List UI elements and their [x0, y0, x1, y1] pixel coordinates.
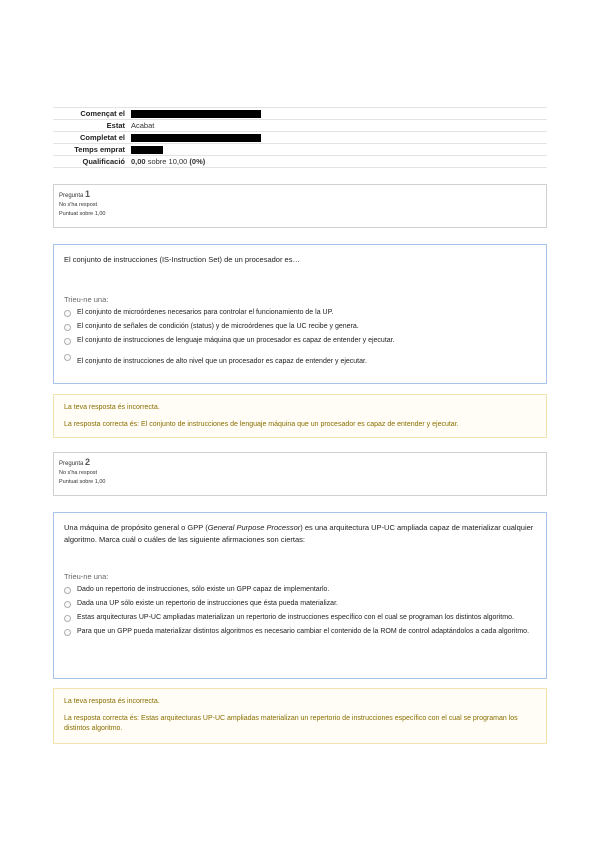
summary-value-redacted: [131, 110, 261, 118]
answer-prompt: Trieu-ne una:: [64, 572, 109, 581]
answer-option[interactable]: [64, 322, 536, 332]
question-info-2: [53, 452, 547, 496]
grade-value: [131, 157, 205, 166]
grade-score: 0,00: [131, 157, 146, 166]
summary-value: Acabat: [131, 121, 155, 130]
question-text-italic: General Purpose Processor: [207, 523, 301, 532]
summary-row-state: [53, 120, 547, 132]
question-label: Pregunta: [59, 461, 84, 467]
question-info-1: [53, 184, 547, 228]
question-status: No s'ha respost: [59, 470, 98, 476]
summary-row-time: [53, 144, 547, 156]
answer-text: Estas arquitecturas UP-UC ampliadas materializan un repertorio de instrucciones específico con el cual se programan los distintos algoritmo.: [77, 614, 514, 621]
grade-sobre: sobre 10,00: [147, 157, 188, 166]
feedback-incorrect: La teva resposta és incorrecta.: [64, 404, 160, 411]
redaction-bar: [131, 146, 163, 154]
question-content-2: [53, 512, 547, 679]
summary-row-grade: [53, 156, 547, 168]
redaction-bar: [131, 134, 261, 142]
question-text: El conjunto de instrucciones (IS-Instruction Set) de un procesador es…: [64, 255, 300, 264]
summary-value-redacted: [131, 146, 163, 154]
question-text-part: Una máquina de propósito general o GPP (: [64, 523, 208, 532]
answer-option[interactable]: [64, 627, 536, 637]
summary-label: Començat el: [80, 109, 125, 118]
answer-option[interactable]: [64, 585, 536, 595]
grade-percent: (0%): [189, 157, 206, 166]
feedback-correct-answer: La resposta correcta és: El conjunto de instrucciones de lenguaje máquina que un procesador es capaz de entender y ejecutar.: [64, 421, 459, 428]
feedback-1: [53, 394, 547, 438]
answer-option[interactable]: [64, 336, 536, 346]
question-points: Puntuat sobre 1,00: [59, 479, 106, 485]
answer-text: Dado un repertorio de instrucciones, sólo existe un GPP capaz de implementarlo.: [77, 586, 330, 593]
answer-prompt: Trieu-ne una:: [64, 295, 109, 304]
question-text: [64, 522, 536, 546]
answer-text: El conjunto de microórdenes necesarios para controlar el funcionamiento de la UP.: [77, 309, 334, 316]
summary-label: Estat: [106, 121, 125, 130]
answer-option[interactable]: [64, 599, 536, 609]
question-content-1: [53, 244, 547, 384]
summary-row-completed: [53, 132, 547, 144]
question-number: [59, 189, 541, 199]
question-status: No s'ha respost: [59, 202, 98, 208]
question-text-part: ) es una arquitectura UP-UC ampliada capaz de materializar cualquier algoritmo. Marca cuál o cuáles de las siguiente afirmaciones son ciertas:: [64, 523, 534, 544]
redaction-bar: [131, 110, 261, 118]
summary-value-redacted: [131, 134, 261, 142]
radio-button[interactable]: [64, 310, 71, 317]
radio-button[interactable]: [64, 324, 71, 331]
question-number: [59, 457, 541, 467]
answer-option[interactable]: [64, 349, 536, 367]
answer-options: [64, 308, 536, 367]
summary-label: Qualificació: [82, 157, 125, 166]
answer-option[interactable]: [64, 308, 536, 318]
answer-text: El conjunto de instrucciones de alto nivel que un procesador es capaz de entender y ejecutar.: [77, 358, 367, 365]
question-points: Puntuat sobre 1,00: [59, 211, 106, 217]
summary-label: Completat el: [79, 133, 125, 142]
answer-option[interactable]: [64, 613, 536, 623]
feedback-incorrect: La teva resposta és incorrecta.: [64, 698, 160, 705]
answer-text: Dada una UP sólo existe un repertorio de instrucciones que ésta pueda materializar.: [77, 600, 338, 607]
radio-button[interactable]: [64, 615, 71, 622]
summary-row-started: [53, 108, 547, 120]
radio-button[interactable]: [64, 338, 71, 345]
answer-text: El conjunto de instrucciones de lenguaje máquina que un procesador es capaz de entender y ejecutar.: [77, 337, 395, 344]
radio-button[interactable]: [64, 587, 71, 594]
question-number-value: 1: [85, 189, 91, 199]
radio-button[interactable]: [64, 354, 71, 361]
answer-options: [64, 585, 536, 637]
radio-button[interactable]: [64, 629, 71, 636]
feedback-correct-answer: La resposta correcta és: Estas arquitecturas UP-UC ampliadas materializan un repertorio de instrucciones específico con el cual se programan los distintos algoritmo.: [64, 715, 518, 732]
question-label: Pregunta: [59, 193, 84, 199]
radio-button[interactable]: [64, 601, 71, 608]
answer-text: El conjunto de señales de condición (status) y de microórdenes que la UC recibe y genera.: [77, 323, 359, 330]
attempt-summary: [53, 107, 547, 168]
question-number-value: 2: [85, 457, 91, 467]
answer-text: Para que un GPP pueda materializar distintos algoritmos es necesario cambiar el contenido de la ROM de control adaptándolos a cada algoritmo.: [77, 628, 530, 635]
summary-label: Temps emprat: [74, 145, 125, 154]
feedback-2: [53, 688, 547, 744]
